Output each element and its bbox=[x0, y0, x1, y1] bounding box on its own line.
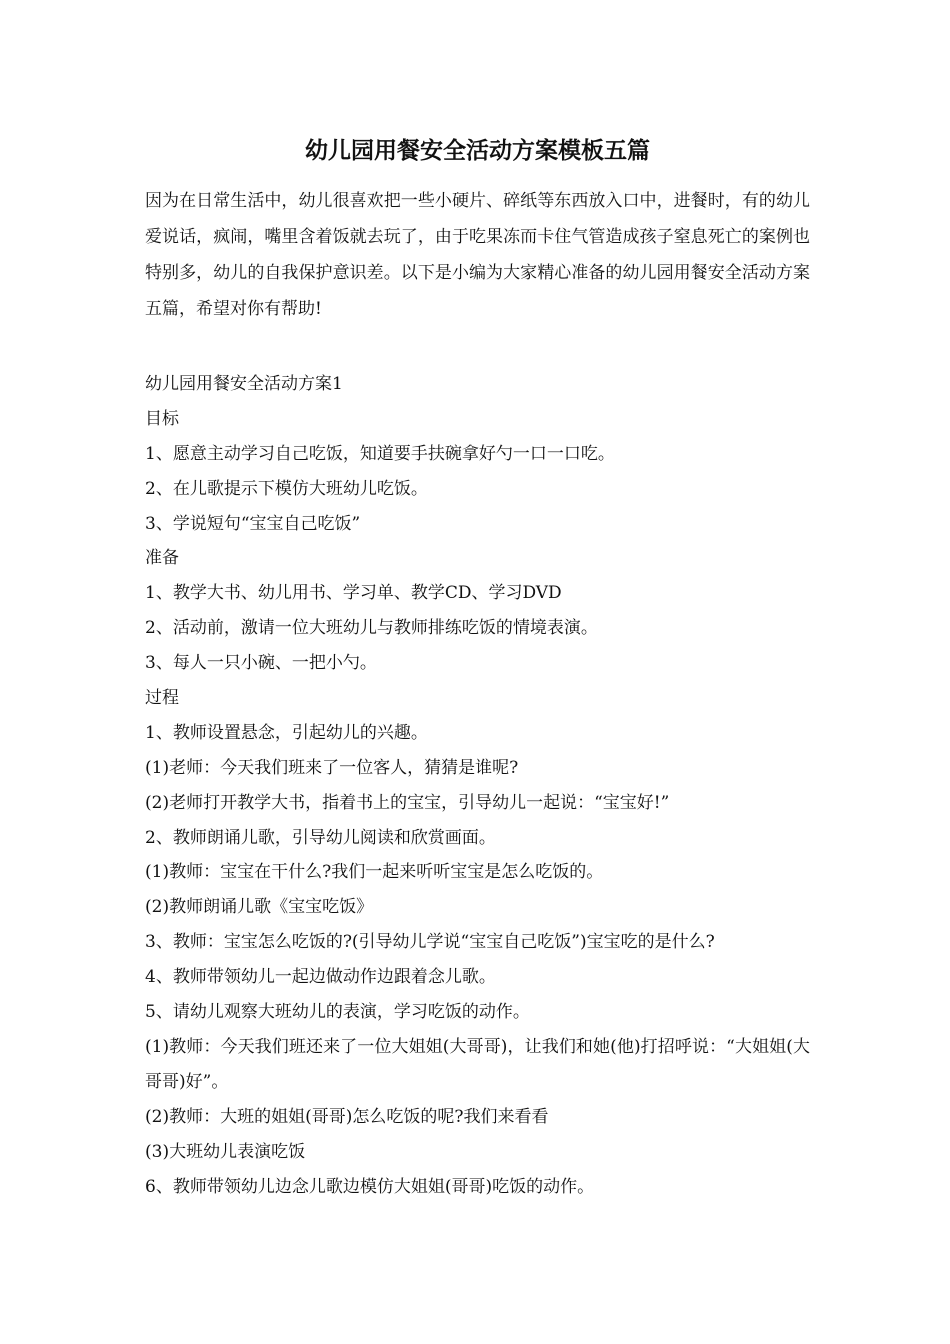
text-line: (2)教师朗诵儿歌《宝宝吃饭》 bbox=[145, 897, 374, 918]
text-line: 4、教师带领幼儿一起边做动作边跟着念儿歌。 bbox=[145, 967, 496, 988]
subheading-goals: 目标 bbox=[145, 408, 179, 429]
subheading-preparation: 准备 bbox=[145, 548, 179, 569]
text-line: 1、教学大书、幼儿用书、学习单、教学CD、学习DVD bbox=[145, 583, 562, 604]
text-line: 3、教师：宝宝怎么吃饭的?(引导幼儿学说“宝宝自己吃饭”)宝宝吃的是什么? bbox=[145, 932, 715, 953]
text-line: 5、请幼儿观察大班幼儿的表演，学习吃饭的动作。 bbox=[145, 1002, 530, 1023]
text-line: 2、教师朗诵儿歌，引导幼儿阅读和欣赏画面。 bbox=[145, 827, 496, 848]
text-line: 1、教师设置悬念，引起幼儿的兴趣。 bbox=[145, 722, 428, 743]
text-line: 1、愿意主动学习自己吃饭，知道要手扶碗拿好勺一口一口吃。 bbox=[145, 443, 615, 464]
text-line: 6、教师带领幼儿边念儿歌边模仿大姐姐(哥哥)吃饭的动作。 bbox=[145, 1176, 595, 1197]
section-heading: 幼儿园用餐安全活动方案1 bbox=[145, 374, 343, 394]
text-line: (1)教师：宝宝在干什么?我们一起来听听宝宝是怎么吃饭的。 bbox=[145, 862, 604, 883]
text-line: 3、学说短句“宝宝自己吃饭” bbox=[145, 513, 361, 534]
text-line: 3、每人一只小碗、一把小勺。 bbox=[145, 653, 377, 674]
body-lines bbox=[145, 367, 810, 1204]
text-line: (1)老师：今天我们班来了一位客人，猜猜是谁呢? bbox=[145, 757, 519, 778]
text-line: (3)大班幼儿表演吃饭 bbox=[145, 1141, 306, 1162]
text-line: 2、活动前，激请一位大班幼儿与教师排练吃饭的情境表演。 bbox=[145, 618, 598, 639]
subheading-process: 过程 bbox=[145, 688, 179, 709]
text-line: 2、在儿歌提示下模仿大班幼儿吃饭。 bbox=[145, 478, 428, 499]
document-title: 幼儿园用餐安全活动方案模板五篇 bbox=[305, 137, 650, 164]
text-line: (1)教师：今天我们班还来了一位大姐姐(大哥哥)，让我们和她(他)打招呼说：“大姐姐(大哥哥)好”。 bbox=[145, 1036, 810, 1092]
text-line: (2)教师：大班的姐姐(哥哥)怎么吃饭的呢?我们来看看 bbox=[145, 1106, 549, 1127]
intro-paragraph: 因为在日常生活中，幼儿很喜欢把一些小硬片、碎纸等东西放入口中，进餐时，有的幼儿爱说话，疯闹，嘴里含着饭就去玩了，由于吃果冻而卡住气管造成孩子窒息死亡的案例也特别多，幼儿的自我保护意识差。以下是小编为大家精心准备的幼儿园用餐安全活动方案五篇，希望对你有帮助! bbox=[145, 191, 810, 319]
text-line: (2)老师打开教学大书，指着书上的宝宝，引导幼儿一起说：“宝宝好!” bbox=[145, 792, 670, 813]
